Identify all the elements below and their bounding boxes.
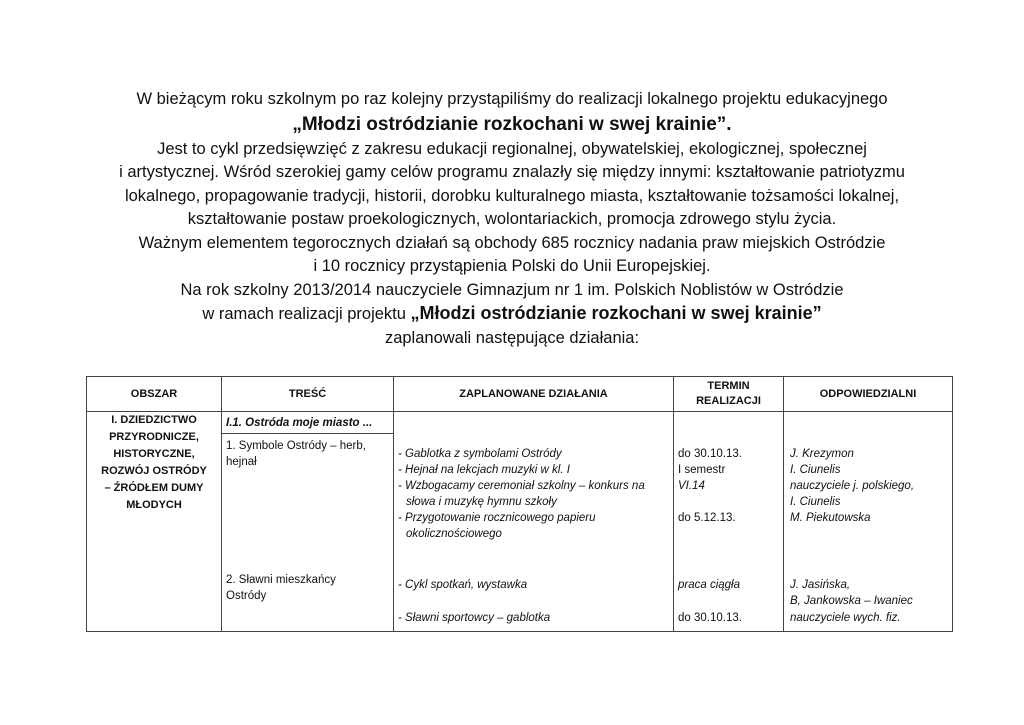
area-line: ROZWÓJ OSTRÓDY [101,465,207,477]
section-title: I.1. Ostróda moje miasto ... [222,412,393,434]
action-item: - Sławni sportowcy – gablotka [398,612,551,624]
responsible-item: nauczyciele j. polskiego, [790,480,915,492]
topic-line: Ostródy [226,590,267,602]
topic-line: hejnał [226,456,257,468]
deadline-item: praca ciągła [678,579,741,591]
intro-line: Na rok szkolny 2013/2014 nauczyciele Gimnazjum nr 1 im. Polskich Noblistów w Ostródzie [180,280,844,299]
action-item: - Hejnał na lekcjach muzyki w kl. I [398,464,570,476]
responsible-item: J. Krezymon [790,448,854,460]
header-termin-line: REALIZACJI [696,395,761,407]
actions-cell [394,412,674,632]
action-item: - Wzbogacamy ceremoniał szkolny – konkurs na [398,480,645,492]
intro-line: W bieżącym roku szkolnym po raz kolejny przystąpiliśmy do realizacji lokalnego projektu edukacyjnego [136,90,888,108]
table-row [87,412,953,632]
area-line: HISTORYCZNE, [113,448,195,460]
action-item: - Cykl spotkań, wystawka [398,579,528,591]
plan-table [86,376,953,632]
responsible-item: nauczyciele wych. fiz. [790,612,901,624]
area-cell [87,412,222,632]
deadline-item: do 5.12.13. [678,512,736,524]
intro-line: Ważnym elementem tegorocznych działań są obchody 685 rocznicy nadania praw miejskich Ostródzie [138,233,886,252]
responsible-cell [784,412,953,632]
project-title-inline: „Młodzi ostródzianie rozkochani w swej krainie” [410,303,822,323]
responsible-item: M. Piekutowska [790,512,871,524]
intro-line: lokalnego, propagowanie tradycji, historii, dorobku kulturalnego miasta, kształtowanie tożsamości lokalnej, [124,186,900,205]
responsible-item: B, Jankowska – Iwaniec [790,595,913,607]
responsible-item: I. Ciunelis [790,464,841,476]
action-item: okolicznościowego [406,528,502,540]
deadline-item: do 30.10.13. [678,612,742,624]
area-line: I. DZIEDZICTWO [111,414,197,426]
header-tresc: TREŚĆ [222,377,394,412]
intro-line: zaplanowali następujące działania: [384,328,640,347]
header-termin [674,377,784,412]
area-line: – ŹRÓDŁEM DUMY [104,482,204,494]
header-dzialania: ZAPLANOWANE DZIAŁANIA [394,377,674,412]
intro-line: Jest to cykl przedsięwzięć z zakresu edukacji regionalnej, obywatelskiej, ekologicznej, społecznej [157,139,867,158]
intro-line: i artystycznej. Wśród szerokiej gamy celów programu znalazły się między innymi: kształtowanie patriotyzmu [119,163,905,181]
action-item: - Przygotowanie rocznicowego papieru [398,512,596,524]
topic-line: 1. Symbole Ostródy – herb, [226,440,366,452]
intro-line-prefix: w ramach realizacji projektu [202,305,406,323]
intro-line: kształtowanie postaw proekologicznych, wolontariackich, promocja zdrowego stylu życia. [187,210,837,228]
area-line: MŁODYCH [126,499,182,511]
responsible-item: J. Jasińska, [790,579,851,591]
intro-line: i 10 rocznicy przystąpienia Polski do Unii Europejskiej. [313,257,711,275]
topic-line: 2. Sławni mieszkańcy [226,574,336,586]
deadline-item: do 30.10.13. [678,448,742,460]
table-header-row [87,377,953,412]
content-cell [222,412,394,632]
deadline-item: I semestr [678,464,726,476]
intro-line [40,302,984,327]
intro-text [40,88,984,350]
header-obszar: OBSZAR [87,377,222,412]
project-title: „Młodzi ostródzianie rozkochani w swej krainie”. [292,113,732,135]
header-termin-line: TERMIN [707,380,750,392]
area-line: PRZYRODNICZE, [109,431,199,443]
header-odpowiedzialni: ODPOWIEDZIALNI [784,377,953,412]
deadline-item: VI.14 [678,480,705,492]
deadline-cell [674,412,784,632]
action-item: - Gablotka z symbolami Ostródy [398,448,562,460]
responsible-item: I. Ciunelis [790,496,841,508]
action-item: słowa i muzykę hymnu szkoły [406,496,557,508]
